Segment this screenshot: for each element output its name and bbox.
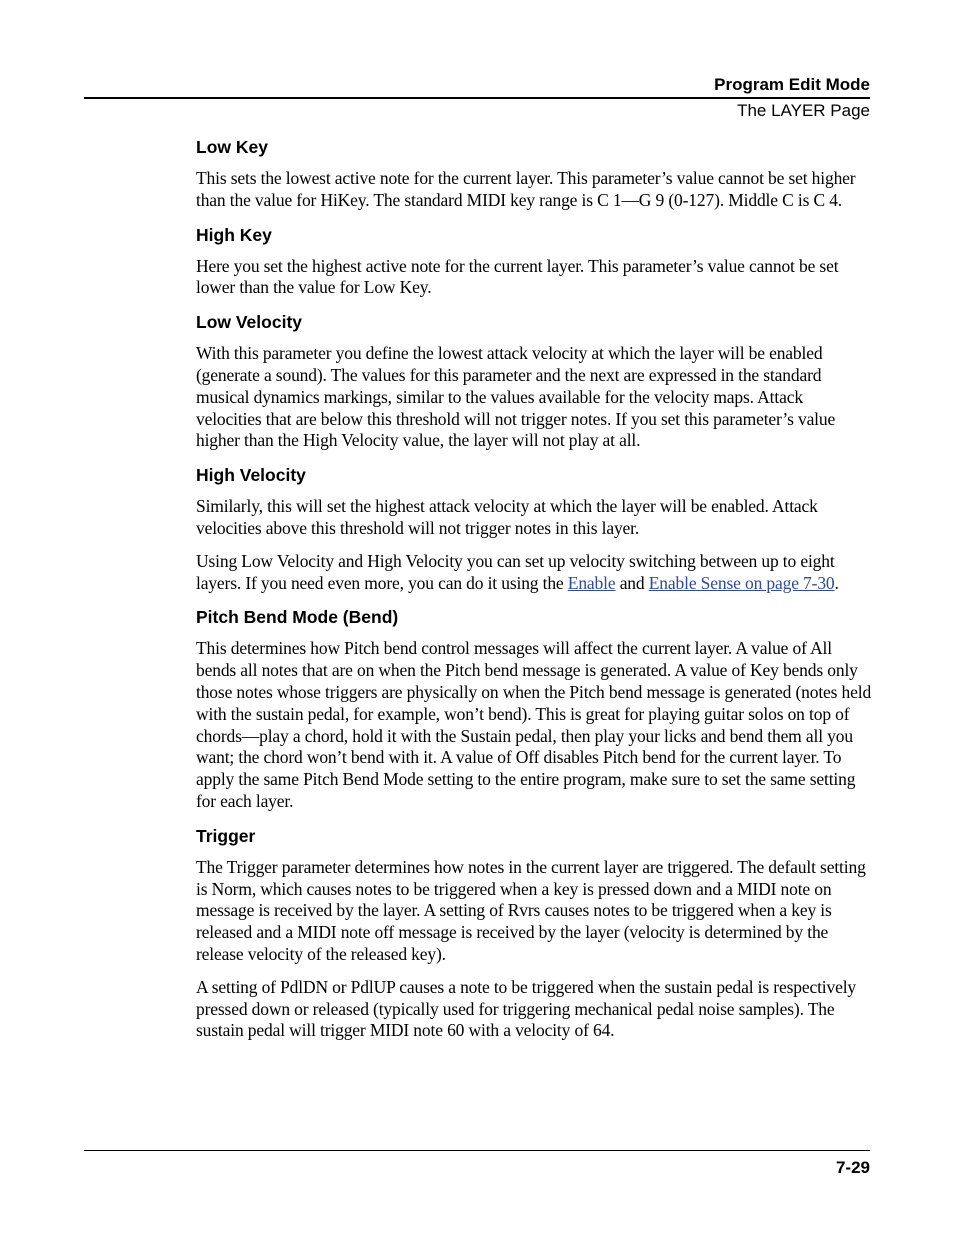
link-conjunction: and <box>615 572 649 593</box>
high-key-paragraph: Here you set the highest active note for the current layer. This parameter’s value cannot be set lower than the value for Low Key. <box>196 255 839 298</box>
trigger-paragraph: The Trigger parameter determines how notes in the current layer are triggered. The default setting is Norm, which causes notes to be triggered when a key is pressed down and a MIDI note on message is received by the layer. A setting of Rvrs causes notes to be triggered when a key is released and a MIDI note off message is received by the layer (velocity is determined by the release velocity of the released key). <box>196 856 866 964</box>
header-rule <box>84 97 870 99</box>
page-content <box>196 136 872 1053</box>
low-velocity-paragraph: With this parameter you define the lowest attack velocity at which the layer will be enabled (generate a sound). The values for this parameter and the next are expressed in the standard musical dynamics markings, similar to the values available for the velocity maps. Attack velocities that are below this threshold will not trigger notes. If you set this parameter’s value higher than the High Velocity value, the layer will not play at all. <box>196 343 836 451</box>
pitch-bend-paragraph: This determines how Pitch bend control messages will affect the current layer. A value of All bends all notes that are on when the Pitch bend message is generated. A value of Key bends only those notes whose triggers are physically on when the Pitch bend message is generated (notes held with the sustain pedal, for example, won’t bend). This is great for playing guitar solos on top of chords—play a chord, hold it with the Sustain pedal, then play your licks and bend them all you want; the chord won’t bend with it. A value of Off disables Pitch bend for the current layer. To apply the same Pitch Bend Mode setting to the entire program, make sure to set the same setting for each layer. <box>196 638 872 811</box>
section-heading-high-velocity: High Velocity <box>196 465 306 486</box>
running-header-title: Program Edit Mode <box>714 75 870 94</box>
section-heading-trigger: Trigger <box>196 825 256 846</box>
velocity-switching-text: Using Low Velocity and High Velocity you can set up velocity switching between up to eight layers. If you need even more, you can do it using the <box>196 550 835 593</box>
enable-sense-link[interactable]: Enable Sense on page 7-30 <box>648 572 835 593</box>
high-velocity-paragraph: Similarly, this will set the highest attack velocity at which the layer will be enabled. Attack velocities above this threshold will not trigger notes in this layer. <box>196 496 818 538</box>
section-heading-low-key: Low Key <box>196 137 268 157</box>
trigger-pedal-paragraph: A setting of PdlDN or PdlUP causes a note to be triggered when the sustain pedal is respectively pressed down or released (typically used for triggering mechanical pedal noise samples). The sustain pedal will trigger MIDI note 60 with a velocity of 64. <box>196 976 857 1041</box>
velocity-switching-paragraph <box>196 551 872 595</box>
footer-rule <box>84 1150 870 1151</box>
low-key-paragraph: This sets the lowest active note for the current layer. This parameter’s value cannot be set higher than the value for HiKey. The standard MIDI key range is C 1—G 9 (0-127). Middle C is C 4. <box>196 168 856 210</box>
running-header-subtitle: The LAYER Page <box>737 101 870 120</box>
enable-link[interactable]: Enable <box>567 572 616 593</box>
section-heading-pitch-bend-mode: Pitch Bend Mode (Bend) <box>196 607 399 628</box>
section-heading-high-key: High Key <box>196 224 272 245</box>
section-heading-low-velocity: Low Velocity <box>196 312 302 333</box>
page-number: 7-29 <box>835 1158 870 1177</box>
sentence-end: . <box>834 572 839 593</box>
